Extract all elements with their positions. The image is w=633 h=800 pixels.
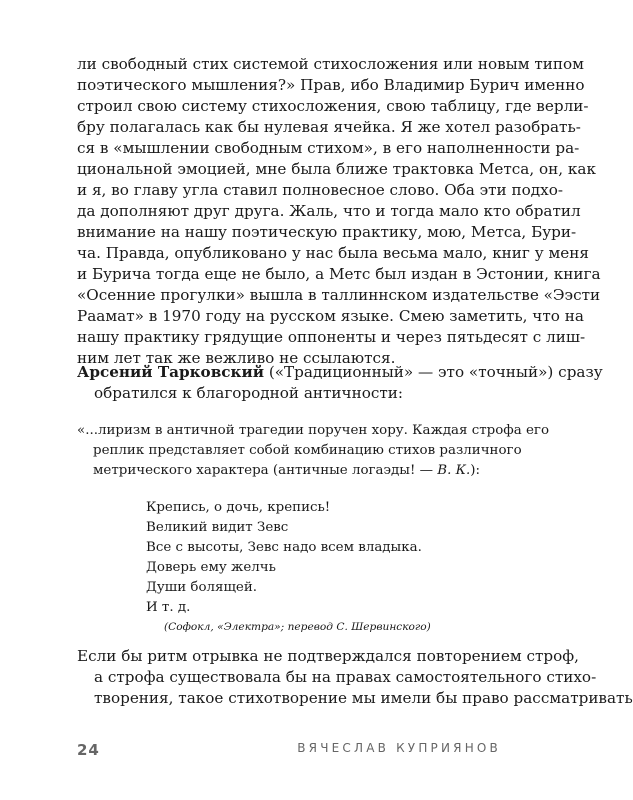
text-line: Если бы ритм отрывка не подтверждался повторением строф, [77,647,580,665]
author-name: Арсений Тарковский [77,363,264,381]
quote-line: «...лиризм в античной трагедии поручен хору. Каждая строфа его [77,423,550,438]
text-line: и я, во главу угла ставил полновесное слово. Оба эти подхо- [77,181,563,199]
text-line: и Бурича тогда еще не было, а Метс был издан в Эстонии, книга [77,265,601,283]
text-line: поэтического мышления?» Прав, ибо Владимир Бурич именно [77,76,585,94]
text-line: ли свободный стих системой стихосложения или новым типом [77,55,584,73]
text-segment: («Традиционный» — это «точный») сразу [264,363,603,381]
text-line [77,362,603,383]
text-line: циональной эмоцией, мне была ближе трактовка Метса, он, как [77,160,596,178]
text-line: Раамат» в 1970 году на русском языке. Смею заметить, что на [77,307,584,325]
verse-line: Все с высоты, Зевс надо всем владыка. [146,540,422,555]
text-line: строил свою систему стихосложения, свою таблицу, где верли- [77,97,589,115]
quote-line: реплик представляет собой комбинацию стихов различного [93,443,522,458]
text-line: ча. Правда, опубликовано у нас была весьма мало, книг у меня [77,244,589,262]
text-line: внимание на нашу поэтическую практику, мою, Метса, Бури- [77,223,577,241]
text-line: «Осенние прогулки» вышла в таллиннском издательстве «Ээсти [77,286,601,304]
quote-line [93,461,480,481]
text-line: обратился к благородной античности: [94,384,404,402]
text-line: да дополняют друг друга. Жаль, что и тогда мало кто обратил [77,202,581,220]
verse-line: Души болящей. [146,580,258,595]
text-line: а строфа существовала бы на правах самостоятельного стихо- [94,668,597,686]
editor-initials: В. К. [437,463,471,478]
page-number: 24 [77,741,100,759]
verse-attribution: (Софокл, «Электра»; перевод С. Шервинского) [164,621,431,633]
verse-line: Крепись, о дочь, крепись! [146,500,331,515]
text-line: ся в «мышлении свободным стихом», в его наполненности ра- [77,139,580,157]
text-line: ним лет так же вежливо не ссылаются. [77,349,396,367]
text-segment: ): [470,463,480,478]
running-head: ВЯЧЕСЛАВ КУПРИЯНОВ [297,741,501,755]
text-line: творения, такое стихотворение мы имели бы право рассматривать [94,689,633,707]
verse-line: Великий видит Зевс [146,520,289,535]
verse-line: Доверь ему желчь [146,560,276,575]
verse-line: И т. д. [146,600,191,615]
text-line: нашу практику грядущие оппоненты и через пятьдесят с лиш- [77,328,586,346]
text-line: бру полагалась как бы нулевая ячейка. Я же хотел разобрать- [77,118,581,136]
text-segment: метрического характера (античные логаэды! — [93,463,438,478]
